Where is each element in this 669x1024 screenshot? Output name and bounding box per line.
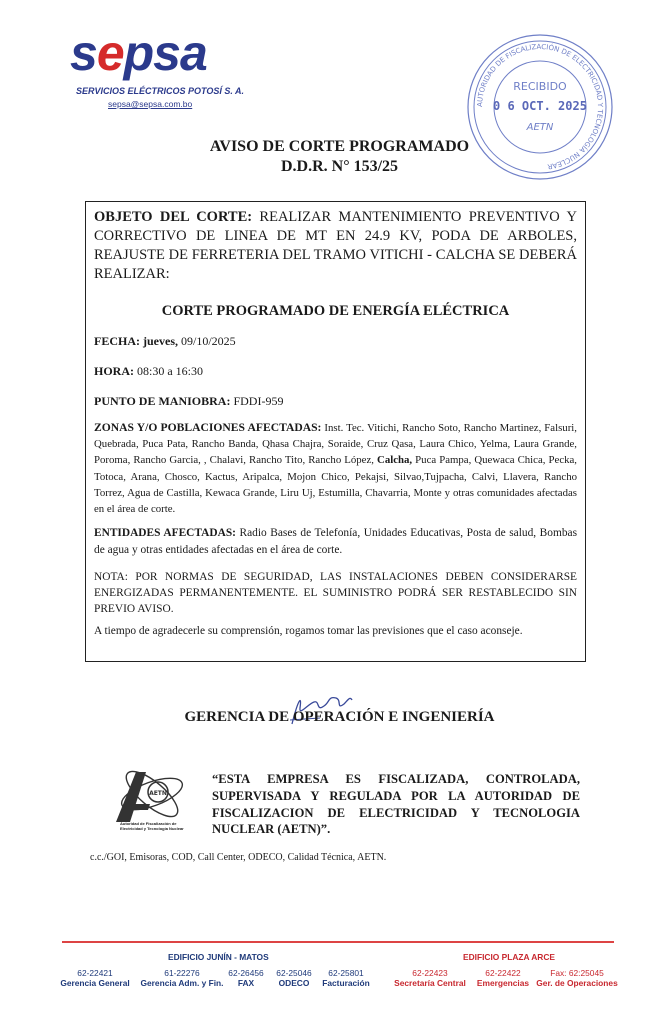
hora-field: HORA: 08:30 a 16:30 xyxy=(94,364,203,378)
footer-building-plaza-arce: EDIFICIO PLAZA ARCE xyxy=(463,952,555,962)
footer-contact-odeco: 62-25046 ODECO xyxy=(276,968,312,988)
sepsa-logo xyxy=(70,25,207,81)
footer-contact-gerencia-adm: 61-22276 Gerencia Adm. y Fin. xyxy=(140,968,224,988)
gerencia-signature-line: GERENCIA DE OPERACIÓN E INGENIERÍA xyxy=(184,709,495,725)
footer-divider xyxy=(62,941,614,943)
fecha-field: FECHA: jueves, 09/10/2025 xyxy=(94,334,236,348)
agradecimiento: A tiempo de agradecerle su comprensión, rogamos tomar las previsiones que el caso aconseje. xyxy=(94,625,523,638)
zonas-afectadas: ZONAS Y/O POBLACIONES AFECTADAS: Inst. Tec. Vitichi, Rancho Soto, Rancho Martinez, Falsuri, Quebrada, Puca Pata, Rancho Banda, Qhasa Chajra, Soraide, Cruz Qasa, Laura Chico, Yelma, Laura Grande, Poroma, Rancho Garcia, , Chalavi, Rancho Tito, Rancho López, Calcha, Puca Pampa, Quewaca Chica, Pecka, Totoca, Arana, Chosco, Kactus, Aripalca, Mojon Chico, Pekajsi, Silvao,Tujpacha, Calvi, Llavera, Rancho Torrez, Agua de Castilla, Kewaca Grande, Liru Uj, Estumilla, Chavarria, Monte y otras comunidades afectadas en el área de corte. xyxy=(94,421,578,516)
copy-recipients: c.c./GOI, Emisoras, COD, Call Center, ODECO, Calidad Técnica, AETN. xyxy=(90,852,387,863)
stamp-label: RECIBIDO xyxy=(513,80,567,93)
stamp-ring-text: AUTORIDAD DE FISCALIZACIÓN DE ELECTRICIDAD Y TECNOLOGÍA NUCLEAR xyxy=(475,42,605,171)
company-email: sepsa@sepsa.com.bo xyxy=(108,99,193,109)
footer-contact-emergencias: 62-22422 Emergencias xyxy=(476,968,530,988)
aetn-logo-caption: Autoridad de Fiscalización de Electricidad y Tecnología Nuclear xyxy=(120,822,184,831)
entidades-afectadas: ENTIDADES AFECTADAS: Radio Bases de Telefonía, Unidades Educativas, Posta de salud, Bombas de agua y otras entidades afectadas en el área de corte. xyxy=(94,527,577,556)
footer-contact-fax: 62-26456 FAX xyxy=(228,968,264,988)
logo-wordmark: sepsa xyxy=(70,25,207,81)
objeto-paragraph: OBJETO DEL CORTE: REALIZAR MANTENIMIENTO PREVENTIVO Y CORRECTIVO DE LINEA DE MT EN 24.9 KV, PODA DE ARBOLES, REAJUSTE DE FERRETERIA DEL TRAMO VITICHI - CALCHA SE DEBERÁ REALIZAR: xyxy=(94,209,577,282)
footer-building-junin: EDIFICIO JUNÍN - MATOS xyxy=(168,952,269,962)
aetn-statement: “ESTA EMPRESA ES FISCALIZADA, CONTROLADA, SUPERVISADA Y REGULADA POR LA AUTORIDAD DE FISCALIZACION DE ELECTRICIDAD Y TECNOLOGIA NUCLEAR (AETN)”. xyxy=(212,772,580,837)
notice-box xyxy=(85,201,586,662)
footer-contact-facturacion: 62-25801 Facturación xyxy=(322,968,370,988)
document-title: AVISO DE CORTE PROGRAMADO xyxy=(209,138,470,155)
nota-seguridad: NOTA: POR NORMAS DE SEGURIDAD, LAS INSTALACIONES DEBEN CONSIDERARSE ENERGIZADAS PERMANENTEMENTE. EL SUMINISTRO PODRÁ SER RESTABLECIDO SIN PREVIO AVISO. xyxy=(94,571,577,616)
footer-contact-gerencia-general: 62-22421 Gerencia General xyxy=(60,968,130,988)
footer-contact-ger-operaciones: Fax: 62:25045 Ger. de Operaciones xyxy=(536,968,618,988)
punto-maniobra-field: PUNTO DE MANIOBRA: FDDI-959 xyxy=(94,394,284,408)
notice-subtitle: CORTE PROGRAMADO DE ENERGÍA ELÉCTRICA xyxy=(161,303,510,319)
stamp-org: AETN xyxy=(526,122,554,133)
aetn-logo-letters: AETN xyxy=(149,790,167,797)
footer-contact-secretaria: 62-22423 Secretaría Central xyxy=(394,968,466,988)
stamp-date: 0 6 OCT. 2025 xyxy=(493,99,587,113)
aetn-logo xyxy=(100,764,190,836)
document-number: D.D.R. N° 153/25 xyxy=(280,158,399,175)
company-name: SERVICIOS ELÉCTRICOS POTOSÍ S. A. xyxy=(76,86,245,96)
